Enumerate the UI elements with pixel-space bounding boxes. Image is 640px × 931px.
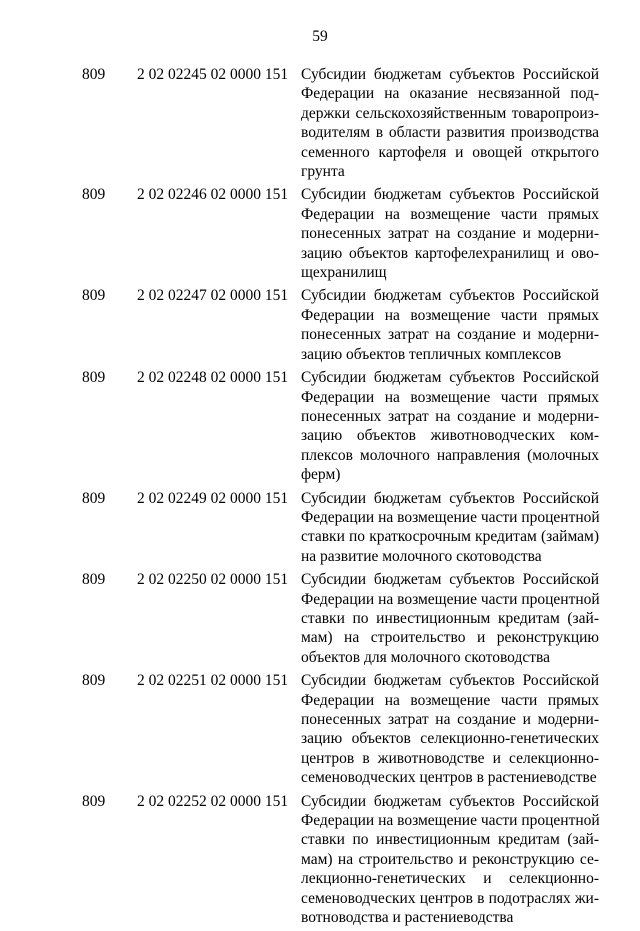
description-line: мам) на строительство и реконструкцию се- bbox=[301, 850, 599, 868]
budget-classification-code: 2 02 02252 02 0000 151 bbox=[137, 792, 289, 810]
description-line: зацию объектов тепличных комплексов bbox=[301, 345, 562, 363]
description-line: лекционно-генетических и селекционно- bbox=[301, 870, 599, 888]
description-line: Федерации на возмещение части прямых bbox=[301, 388, 599, 406]
description-line: зацию объектов животноводческих ком- bbox=[301, 427, 599, 445]
page-number: 59 bbox=[312, 28, 328, 45]
budget-classification-code: 2 02 02246 02 0000 151 bbox=[137, 186, 289, 204]
description-line: ферм) bbox=[301, 466, 341, 484]
description-line: ставки по инвестиционным кредитам (зай- bbox=[301, 609, 599, 627]
budget-classification-code: 2 02 02251 02 0000 151 bbox=[137, 672, 289, 690]
income-description bbox=[301, 489, 599, 567]
description-line: грунта bbox=[301, 163, 345, 181]
description-line: Федерации на возмещение части прямых bbox=[301, 205, 599, 223]
description-line: понесенных затрат на создание и модерни- bbox=[301, 407, 599, 425]
table-row bbox=[0, 368, 640, 484]
administrator-code: 809 bbox=[82, 66, 106, 83]
description-line: Федерации на возмещение части прямых bbox=[301, 691, 599, 709]
budget-classification-code: 2 02 02250 02 0000 151 bbox=[137, 571, 289, 589]
table-row bbox=[0, 792, 640, 928]
income-description bbox=[301, 368, 599, 484]
income-description bbox=[301, 671, 599, 787]
description-line: Федерации на возмещение части процентной bbox=[301, 508, 600, 526]
administrator-code: 809 bbox=[82, 571, 106, 589]
description-line: Федерации на оказание несвязанной под- bbox=[301, 85, 599, 103]
description-line: объектов для молочного скотоводства bbox=[301, 648, 551, 666]
income-description bbox=[301, 792, 599, 928]
income-description bbox=[301, 65, 599, 181]
description-line: Субсидии бюджетам субъектов Российской bbox=[301, 571, 599, 589]
table-row bbox=[0, 570, 640, 667]
description-line: Федерации на возмещение части процентной bbox=[301, 590, 600, 608]
budget-classification-code: 2 02 02247 02 0000 151 bbox=[137, 287, 289, 305]
description-line: мам) на строительство и реконструкцию bbox=[301, 629, 599, 647]
table-row bbox=[0, 286, 640, 364]
income-description bbox=[301, 185, 599, 282]
description-line: вотноводства и растениеводства bbox=[301, 909, 514, 927]
description-line: семеноводческих центров в подотраслях жи- bbox=[301, 889, 599, 907]
budget-classification-code: 2 02 02245 02 0000 151 bbox=[137, 66, 289, 83]
administrator-code: 809 bbox=[82, 369, 106, 387]
description-line: семенного картофеля и овощей открытого bbox=[301, 143, 599, 161]
description-line: Субсидии бюджетам субъектов Российской bbox=[301, 66, 599, 83]
description-line: зацию объектов селекционно-генетических bbox=[301, 730, 599, 748]
description-line: Субсидии бюджетам субъектов Российской bbox=[301, 792, 599, 810]
description-line: Субсидии бюджетам субъектов Российской bbox=[301, 287, 599, 305]
table-row bbox=[0, 671, 640, 787]
table-row bbox=[0, 489, 640, 567]
description-line: понесенных затрат на создание и модерни- bbox=[301, 326, 599, 344]
description-line: Субсидии бюджетам субъектов Российской bbox=[301, 186, 599, 204]
description-line: щехранилищ bbox=[301, 264, 387, 282]
table-row bbox=[0, 65, 640, 181]
description-line: понесенных затрат на создание и модерни- bbox=[301, 711, 599, 728]
budget-code-list bbox=[0, 65, 640, 931]
description-line: водителям в области развития производства bbox=[301, 124, 599, 142]
description-line: держки сельскохозяйственным товаропроиз- bbox=[301, 104, 599, 122]
description-line: плексов молочного направления (молочных bbox=[301, 446, 599, 464]
description-line: понесенных затрат на создание и модерни- bbox=[301, 225, 599, 243]
description-line: зацию объектов картофелехранилищ и ово- bbox=[301, 244, 599, 262]
table-row bbox=[0, 185, 640, 282]
administrator-code: 809 bbox=[82, 489, 106, 507]
description-line: на развитие молочного скотоводства bbox=[301, 547, 542, 565]
description-line: Субсидии бюджетам субъектов Российской bbox=[301, 672, 599, 690]
description-line: Федерации на возмещение части процентной bbox=[301, 812, 600, 830]
description-line: Субсидии бюджетам субъектов Российской bbox=[301, 489, 599, 507]
administrator-code: 809 bbox=[82, 792, 106, 810]
administrator-code: 809 bbox=[82, 287, 106, 305]
description-line: Федерации на возмещение части прямых bbox=[301, 306, 599, 324]
income-description bbox=[301, 286, 599, 364]
budget-classification-code: 2 02 02249 02 0000 151 bbox=[137, 489, 289, 507]
budget-classification-code: 2 02 02248 02 0000 151 bbox=[137, 369, 289, 387]
description-line: семеноводческих центров в растениеводстве bbox=[301, 769, 597, 787]
description-line: ставки по краткосрочным кредитам (займам) bbox=[301, 528, 599, 546]
administrator-code: 809 bbox=[82, 186, 106, 204]
income-description bbox=[301, 570, 599, 667]
description-line: ставки по инвестиционным кредитам (зай- bbox=[301, 831, 599, 849]
administrator-code: 809 bbox=[82, 672, 106, 690]
description-line: Субсидии бюджетам субъектов Российской bbox=[301, 369, 599, 387]
description-line: центров в животноводстве и селекционно- bbox=[301, 749, 599, 767]
